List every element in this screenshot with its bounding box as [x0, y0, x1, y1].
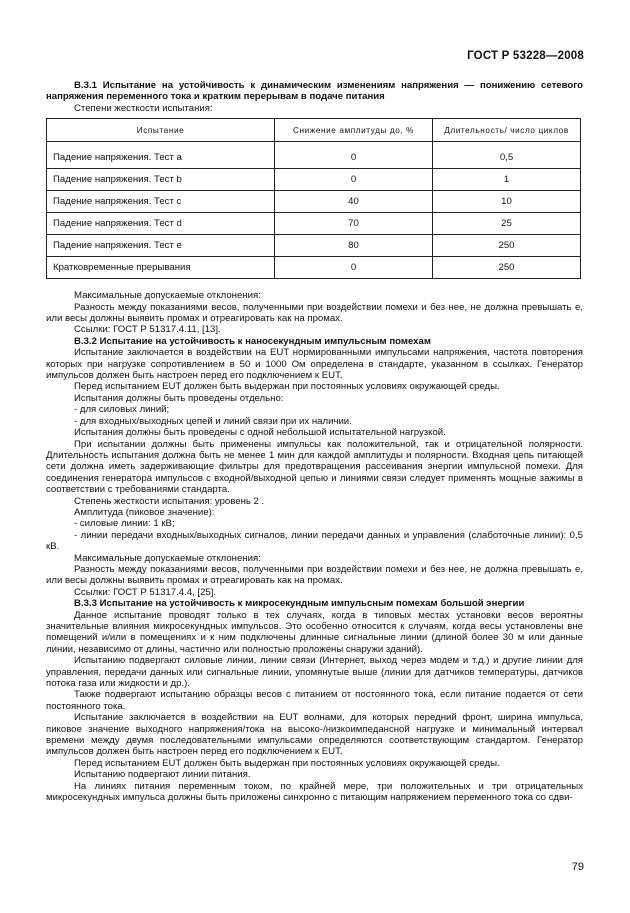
- max-deviations-label: Максимальные допускаемые отклонения:: [74, 290, 261, 302]
- deviation-paragraph: Разность между показаниями весов, полученными при воздействии помехи и без нее, не должна превышать е, или весы должны выявить промах и отреагировать как на промах.: [46, 301, 583, 325]
- page-content: [46, 80, 583, 804]
- paragraph: Испытанию подвергают силовые линии, линии связи (Интернет, выход через модем и т.д.) и другие линии для управления, передачи данных или сигнальные линии, упомянутые выше (линии для датчиков температуры, датчиков потока газа или жидкости и др.).: [46, 655, 583, 690]
- test-levels-label: Степени жесткости испытания:: [74, 102, 213, 114]
- table-cell: 40: [275, 191, 433, 213]
- table-header-row: [47, 119, 581, 142]
- paragraph: Степень жесткости испытания: уровень 2 .: [74, 495, 265, 507]
- table-cell: 250: [433, 235, 581, 257]
- table-row: [47, 257, 581, 279]
- table-cell: 0: [275, 142, 433, 169]
- list-item: - линии передачи входных/выходных сигналов, линии передачи данных и управления (слаботочные линии): 0,5 кВ.: [46, 529, 583, 553]
- paragraph: Данное испытание проводят только в тех случаях, когда в типовых местах установки весов вероятны значительные влияния микросекундных импульсов. Это особенно относится к случаям, когда весы установлены вне помещений и/или в помещениях и к ним подключены длинные сигнальные линии (длиной более 30 м или данные линии, независимо от длины, частично или полностью проложены снаружи зданий).: [46, 609, 583, 655]
- table-cell: Кратковременные прерывания: [47, 257, 275, 279]
- table-cell: Падение напряжения. Тест b: [47, 169, 275, 191]
- paragraph: Испытание заключается в воздействии на EUT волнами, для которых передний фронт, ширина импульса, пиковое значение выходного напряжения/тока на высоко-/низкоимпедансной нагрузке и минимальный интервал времени между двумя последовательными импульсами определяются соответствующим стандартом. Генератор импульсов должен быть настроен перед его подключением к EUT.: [46, 712, 583, 758]
- table-cell: Падение напряжения. Тест е: [47, 235, 275, 257]
- list-item: - силовые линии: 1 кВ;: [74, 518, 175, 530]
- table-cell: 70: [275, 213, 433, 235]
- table-row: [47, 191, 581, 213]
- paragraph: Также подвергают испытанию образцы весов с питанием от постоянного тока, если питание подается от сети постоянного тока.: [46, 689, 583, 712]
- column-header: Длительность/ число циклов: [433, 119, 581, 142]
- section-b31-heading: В.3.1 Испытание на устойчивость к динамическим изменениям напряжения — понижению сетевого напряжения переменного тока и кратким перерывам в подаче питания: [46, 80, 583, 103]
- references: Ссылки: ГОСТ Р 51317.4.4, [25].: [74, 586, 217, 598]
- paragraph: Испытания должны быть проведены отдельно:: [74, 392, 284, 404]
- table-cell: 0: [275, 257, 433, 279]
- section-b33-heading: В.3.3 Испытание на устойчивость к микросекундным импульсным помехам большой энергии: [74, 598, 525, 610]
- column-header: Испытание: [47, 119, 275, 142]
- paragraph: Перед испытанием EUT должен быть выдержан при постоянных условиях окружающей среды.: [74, 381, 500, 393]
- table-cell: Падение напряжения. Тест d: [47, 213, 275, 235]
- table-cell: 80: [275, 235, 433, 257]
- section-b32-heading: В.3.2 Испытание на устойчивость к наносекундным импульсным помехам: [74, 335, 431, 347]
- standard-header: ГОСТ Р 53228—2008: [467, 50, 584, 62]
- table-row: [47, 213, 581, 235]
- table-row: [47, 235, 581, 257]
- test-levels-table: [46, 118, 581, 279]
- paragraph: Испытания должны быть проведены с одной небольшой испытательной нагрузкой.: [74, 427, 446, 439]
- max-deviations-label: Максимальные допускаемые отклонения:: [74, 552, 261, 564]
- list-item: - для входных/выходных цепей и линий связи при их наличии.: [74, 415, 352, 427]
- page-number: 79: [571, 861, 584, 873]
- paragraph: Испытанию подвергают линии питания.: [74, 769, 251, 781]
- table-row: [47, 169, 581, 191]
- table-cell: 10: [433, 191, 581, 213]
- paragraph: На линиях питания переменным током, по крайней мере, три положительных и три отрицательных микросекундных импульса должны быть приложены синхронно с питающим напряжением переменного тока со сдви-: [46, 780, 583, 804]
- paragraph: При испытании должны быть применены импульсы как положительной, так и отрицательной полярности. Длительность испытания должна быть не менее 1 мин для каждой амплитуды и полярности. Входная цепь питающей сети должна иметь задерживающие фильтры для предотвращения рассеивания энергии импульсной помехи. Для соединения генератора импульсов с входной/выходной цепью и линиями связи следует применять мощные зажимы в соответствии с требованиями стандарта.: [46, 438, 583, 496]
- table-cell: Падение напряжения. Тест а: [47, 142, 275, 169]
- table-row: [47, 142, 581, 169]
- references: Ссылки: ГОСТ Р 51317.4.11, [13].: [74, 324, 221, 336]
- column-header: Снижение амплитуды до, %: [275, 119, 433, 142]
- paragraph: Перед испытанием EUT должен быть выдержан при постоянных условиях окружающей среды.: [74, 757, 500, 769]
- table-cell: 250: [433, 257, 581, 279]
- table-cell: 0: [275, 169, 433, 191]
- table-cell: Падение напряжения. Тест с: [47, 191, 275, 213]
- paragraph: Испытание заключается в воздействии на EUT нормированными импульсами напряжения, частота повторения которых при нагрузке сопротивлением в 50 и 1000 Ом определена в стандарте, указанном в ссылках. Генератор импульсов должен быть настроен перед его подключением к EUT.: [46, 347, 583, 382]
- deviation-paragraph: Разность между показаниями весов, полученными при воздействии помехи и без нее, не должна превышать е, или весы должны выявить промах и отреагировать как на промах.: [46, 563, 583, 587]
- list-item: - для силовых линий;: [74, 404, 170, 416]
- table-cell: 25: [433, 213, 581, 235]
- paragraph: Амплитуда (пиковое значение):: [74, 506, 215, 518]
- table-cell: 1: [433, 169, 581, 191]
- table-cell: 0,5: [433, 142, 581, 169]
